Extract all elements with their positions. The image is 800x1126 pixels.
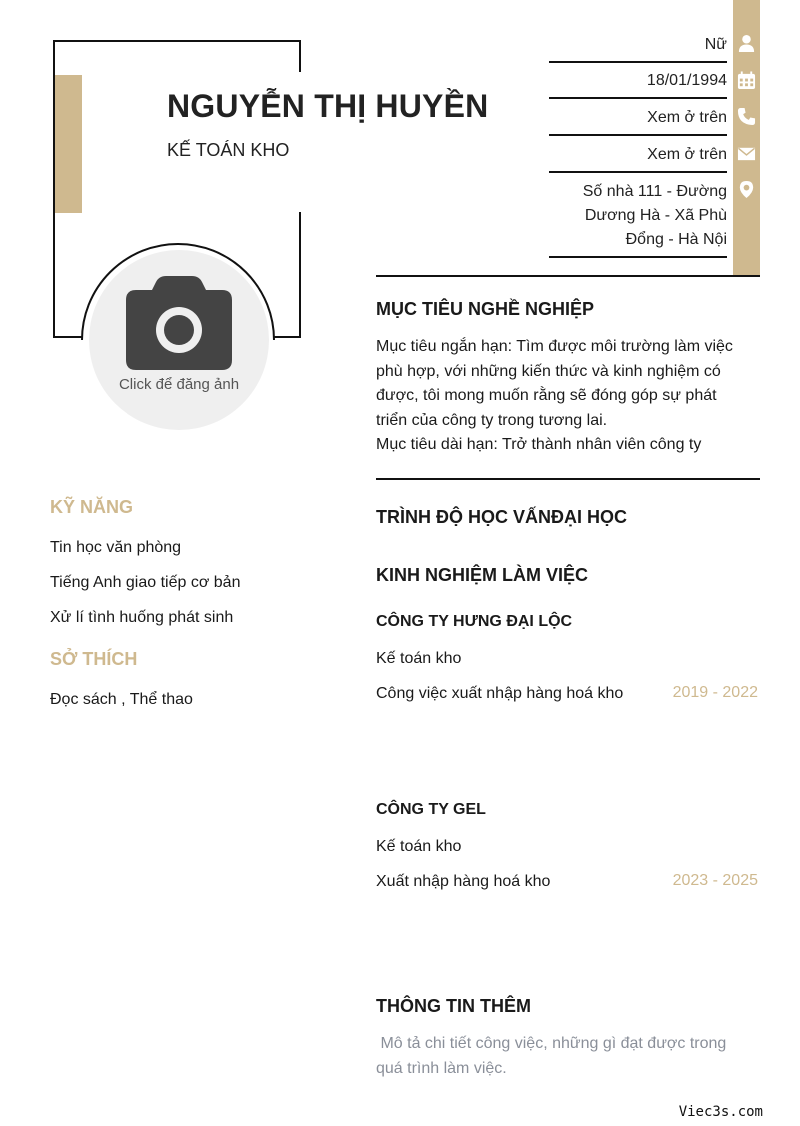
objective-text [376, 335, 760, 458]
skills-heading: KỸ NĂNG [50, 497, 134, 517]
site-watermark: Viec3s.com [678, 1104, 763, 1120]
calendar-icon [737, 71, 756, 90]
job-years: 2019 - 2022 [672, 684, 758, 701]
job-years: 2023 - 2025 [672, 872, 758, 889]
additional-text [376, 1031, 760, 1081]
skill-item: Tin học văn phòng [50, 539, 182, 556]
skill-item: Xử lí tình huống phát sinh [50, 609, 234, 626]
section-divider [376, 275, 760, 277]
job-title: KẾ TOÁN KHO [167, 140, 290, 160]
job-position: Kế toán kho [376, 838, 462, 855]
photo-upload[interactable] [89, 250, 269, 430]
location-pin-icon [737, 180, 756, 199]
hobbies-text: Đọc sách , Thể thao [50, 691, 193, 708]
header-accent-bar [55, 75, 82, 213]
hobbies-heading: SỞ THÍCH [50, 649, 138, 669]
contact-gender: Nữ [549, 33, 727, 63]
contact-email: Xem ở trên [549, 143, 727, 173]
user-icon [737, 34, 756, 53]
objective-line: phù hợp, với những kiến thức và kinh nghiệm có [376, 362, 721, 380]
objective-line: triển của công ty trong tương lai. [376, 411, 608, 429]
job-description: Xuất nhập hàng hoá kho [376, 873, 551, 890]
additional-line: Mô tả chi tiết công việc, những gì đạt được trong [376, 1035, 727, 1052]
address-line: Đổng - Hà Nội [625, 231, 727, 248]
camera-icon [124, 276, 234, 372]
contact-address [549, 180, 727, 258]
job-company: CÔNG TY GEL [376, 801, 486, 818]
photo-upload-label: Click để đăng ảnh [118, 376, 240, 393]
contact-phone: Xem ở trên [549, 106, 727, 136]
objective-heading: MỤC TIÊU NGHỀ NGHIỆP [376, 299, 595, 319]
candidate-name: NGUYỄN THỊ HUYỀN [167, 88, 489, 124]
contact-birthday: 18/01/1994 [549, 69, 727, 99]
skill-item: Tiếng Anh giao tiếp cơ bản [50, 574, 241, 591]
job-position: Kế toán kho [376, 650, 462, 667]
objective-line: Mục tiêu ngắn hạn: Tìm được môi trường làm việc [376, 338, 733, 355]
section-divider [376, 478, 760, 480]
experience-heading: KINH NGHIỆM LÀM VIỆC [376, 565, 589, 585]
job-description: Công việc xuất nhập hàng hoá kho [376, 685, 624, 702]
phone-icon [737, 107, 756, 126]
additional-heading: THÔNG TIN THÊM [376, 996, 531, 1016]
job-company: CÔNG TY HƯNG ĐẠI LỘC [376, 613, 573, 630]
objective-line: Mục tiêu dài hạn: Trở thành nhân viên công ty [376, 436, 702, 454]
address-line: Số nhà 111 - Đường [582, 183, 727, 200]
education-heading: TRÌNH ĐỘ HỌC VẤNĐẠI HỌC [376, 507, 627, 527]
mail-icon [737, 144, 756, 163]
objective-line: được, tôi mong muốn rằng sẽ đóng góp sự phát [376, 387, 717, 405]
address-line: Dương Hà - Xã Phù [584, 207, 727, 224]
additional-line: quá trình làm việc. [376, 1060, 507, 1077]
